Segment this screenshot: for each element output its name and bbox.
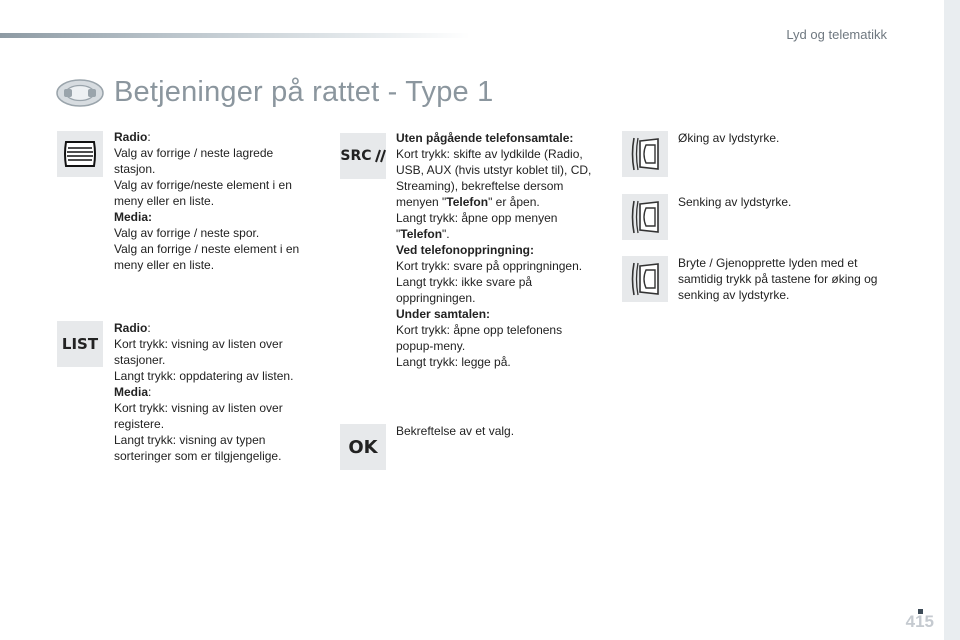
list-icon: LIST [61, 335, 99, 353]
page-title: Betjeninger på rattet - Type 1 [114, 76, 494, 108]
chapter-title: Lyd og telematikk [786, 27, 887, 42]
phone-slash-icon [374, 149, 386, 163]
list-button [57, 321, 103, 367]
steering-wheel-side-icon [628, 135, 662, 173]
steering-wheel-side-icon [628, 198, 662, 236]
ok-description: Bekreftelse av et valg. [396, 424, 515, 438]
scroll-wheel-description: Radio: Valg av forrige / neste lagrede stasjon. Valg av forrige/neste element i en meny eller en liste. Media: Valg av forrige / neste spor. Valg an forrige / neste element i en meny eller en liste. [114, 129, 314, 273]
volume-down-button [622, 194, 668, 240]
steering-wheel-icon [55, 78, 105, 108]
src-description: Uten pågående telefonsamtale: Kort trykk: skifte av lydkilde (Radio, USB, AUX (hvis utstyr koblet til), CD, Streaming), bekreftelse dersom menyen "Telefon" er åpen. Langt trykk: åpne opp menyen "Telefon". Ved telefonoppringning: Kort trykk: svare på oppringningen. Langt trykk: ikke svare på oppringningen. Under samtalen: Kort trykk: åpne opp telefonens popup-meny. Langt trykk: legge på. [396, 131, 592, 369]
mute-description: Bryte / Gjenopprette lyden med et samtidig trykk på tastene for øking og senking av lydstyrke. [678, 256, 878, 302]
mute-button [622, 256, 668, 302]
ok-button [340, 424, 386, 470]
scroll-wheel-button [57, 131, 103, 177]
volume-up-button [622, 131, 668, 177]
list-description: Radio: Kort trykk: visning av listen over stasjoner. Langt trykk: oppdatering av listen. Media: Kort trykk: visning av listen over registere. Langt trykk: visning av typen sorteringer som er tilgjengelige. [114, 321, 294, 463]
steering-wheel-side-icon [628, 260, 662, 298]
scroll-wheel-icon [63, 139, 97, 169]
page-number: 415 [905, 612, 934, 631]
src-icon: SRC [340, 148, 372, 164]
radio-label: Radio [114, 130, 148, 144]
page-edge-strip [944, 0, 960, 640]
ok-icon: OK [348, 436, 378, 458]
volume-up-description: Øking av lydstyrke. [678, 131, 780, 145]
volume-down-description: Senking av lydstyrke. [678, 195, 792, 209]
header-rule [0, 33, 470, 38]
media-label: Media: [114, 210, 153, 224]
src-button [340, 133, 386, 179]
